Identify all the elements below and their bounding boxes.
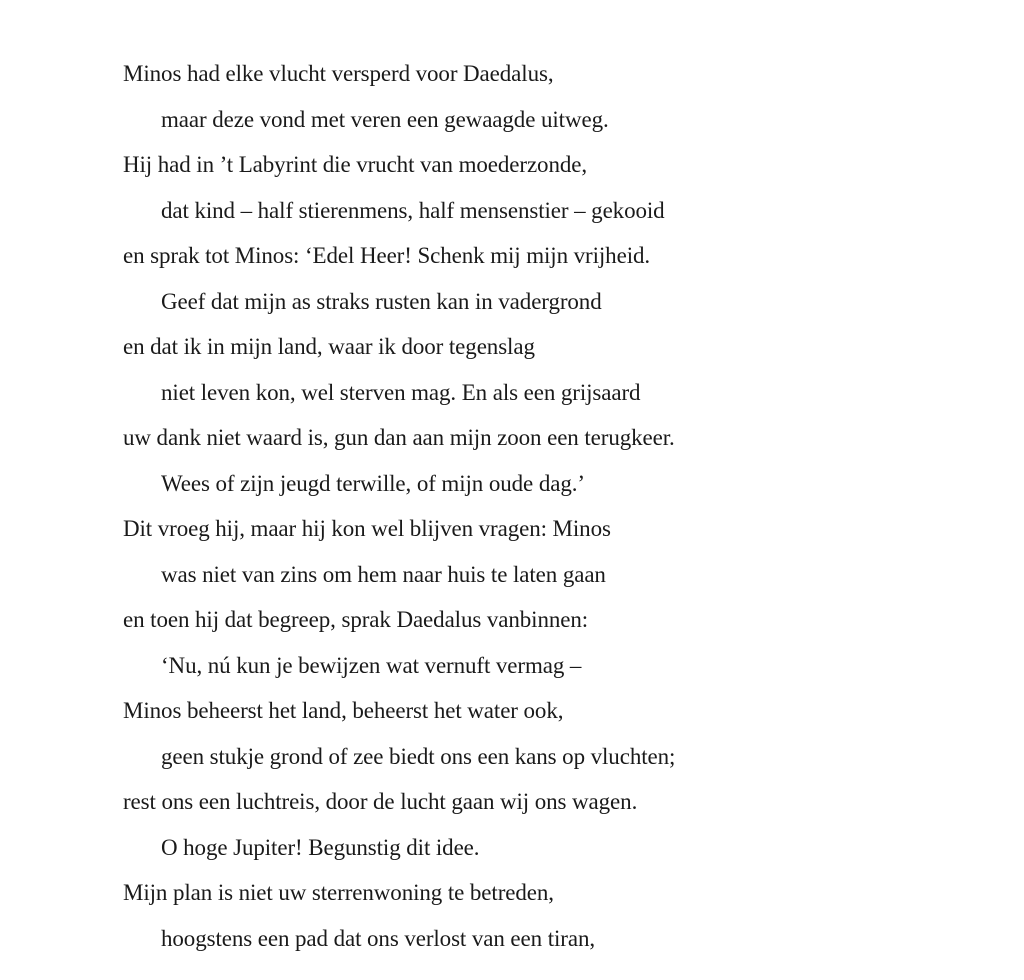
poem-line: rest ons een luchtreis, door de lucht gaan wij ons wagen. — [123, 789, 638, 814]
poem-line: hoogstens een pad dat ons verlost van een tiran, — [161, 925, 595, 951]
poem-line: ‘Nu, nú kun je bewijzen wat vernuft vermag – — [161, 652, 582, 678]
poem-line: en toen hij dat begreep, sprak Daedalus vanbinnen: — [123, 607, 589, 632]
poem-line: Geef dat mijn as straks rusten kan in vadergrond — [161, 288, 602, 314]
poem-line: geen stukje grond of zee biedt ons een kans op vluchten; — [161, 743, 676, 769]
poem-line: Hij had in ’t Labyrint die vrucht van moederzonde, — [123, 152, 588, 177]
poem-line: O hoge Jupiter! Begunstig dit idee. — [161, 834, 480, 860]
poem-line: Mijn plan is niet uw sterrenwoning te betreden, — [123, 880, 554, 905]
poem-line: niet leven kon, wel sterven mag. En als een grijsaard — [161, 379, 641, 405]
poem-text — [123, 51, 675, 961]
poem-line: en sprak tot Minos: ‘Edel Heer! Schenk mij mijn vrijheid. — [123, 243, 651, 268]
poem-line: maar deze vond met veren een gewaagde uitweg. — [161, 106, 609, 132]
poem-line: Wees of zijn jeugd terwille, of mijn oude dag.’ — [161, 470, 585, 496]
poem-line: en dat ik in mijn land, waar ik door tegenslag — [123, 334, 535, 359]
poem-line: Minos had elke vlucht versperd voor Daedalus, — [123, 61, 554, 86]
poem-line: dat kind – half stierenmens, half mensenstier – gekooid — [161, 197, 665, 223]
poem-line: Dit vroeg hij, maar hij kon wel blijven vragen: Minos — [123, 516, 611, 541]
poem-line: uw dank niet waard is, gun dan aan mijn zoon een terugkeer. — [123, 425, 675, 450]
poem-line: Minos beheerst het land, beheerst het water ook, — [123, 698, 564, 723]
poem-line: was niet van zins om hem naar huis te laten gaan — [161, 561, 606, 587]
